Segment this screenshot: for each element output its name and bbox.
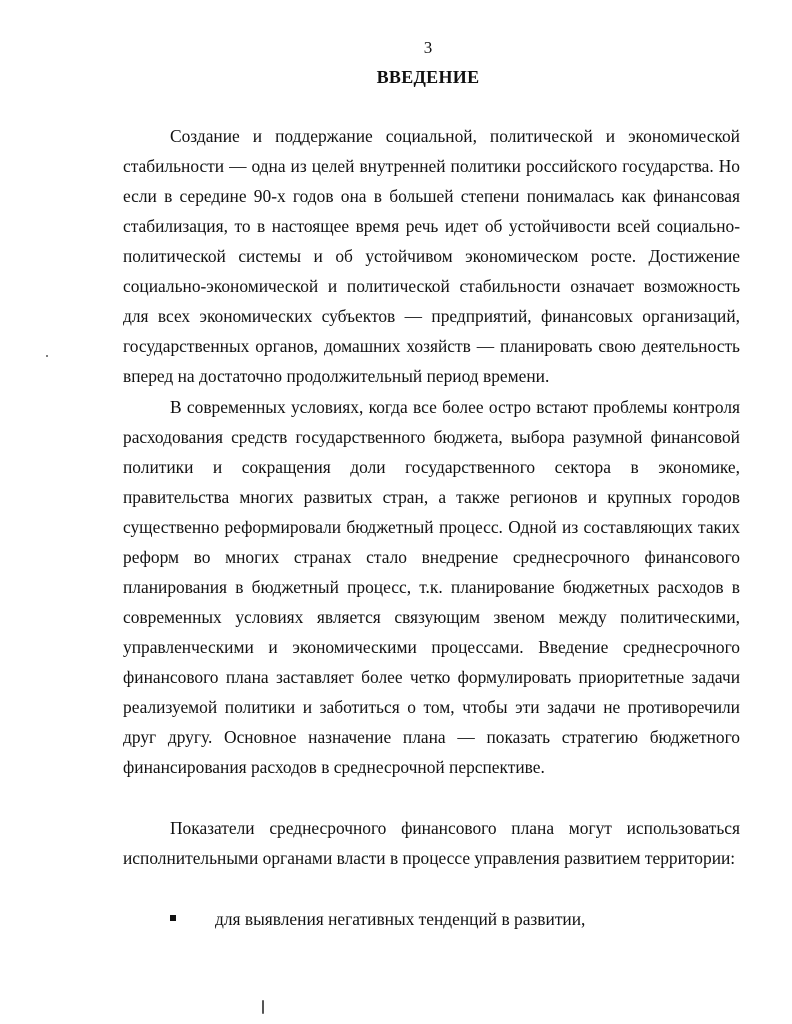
scan-speck: [262, 1000, 264, 1014]
page-number: 3: [423, 38, 433, 57]
section-heading: ВВЕДЕНИЕ: [376, 67, 480, 87]
paragraph-3: [123, 813, 740, 873]
scan-speck: [46, 355, 48, 357]
list-item-text: для выявления негативных тенденций в развитии,: [215, 909, 586, 929]
paragraph-2: [123, 392, 740, 782]
paragraph-1: [123, 121, 740, 391]
square-bullet-icon: [170, 915, 176, 921]
paragraph-text: В современных условиях, когда все более остро встают проблемы контроля расходования средств государственного бюджета, выбора разумной финансовой политики и сокращения доли государственного сектора в экономике, правительства многих развитых стран, а также регионов и крупных городов существенно реформировали бюджетный процесс. Одной из составляющих таких реформ во многих странах стало внедрение среднесрочного финансового планирования в бюджетный процесс, т.к. планирование бюджетных расходов в современных условиях является связующим звеном между политическими, управленческими и экономическими процессами. Введение среднесрочного финансового плана заставляет более четко формулировать приоритетные задачи реализуемой политики и заботиться о том, чтобы эти задачи не противоречили друг другу. Основное назначение плана — показать стратегию бюджетного финансирования расходов в среднесрочной перспективе.: [123, 397, 740, 777]
paragraph-text: Показатели среднесрочного финансового плана могут использоваться исполнительными органами власти в процессе управления развитием территории:: [123, 818, 740, 868]
paragraph-text: Создание и поддержание социальной, политической и экономической стабильности — одна из целей внутренней политики российского государства. Но если в середине 90-х годов она в большей степени понималась как финансовая стабилизация, то в настоящее время речь идет об устойчивости всей социально-политической системы и об устойчивом экономическом росте. Достижение социально-экономической и политической стабильности означает возможность для всех экономических субъектов — предприятий, финансовых организаций, государственных органов, домашних хозяйств — планировать свою деятельность вперед на достаточно продолжительный период времени.: [123, 126, 740, 386]
